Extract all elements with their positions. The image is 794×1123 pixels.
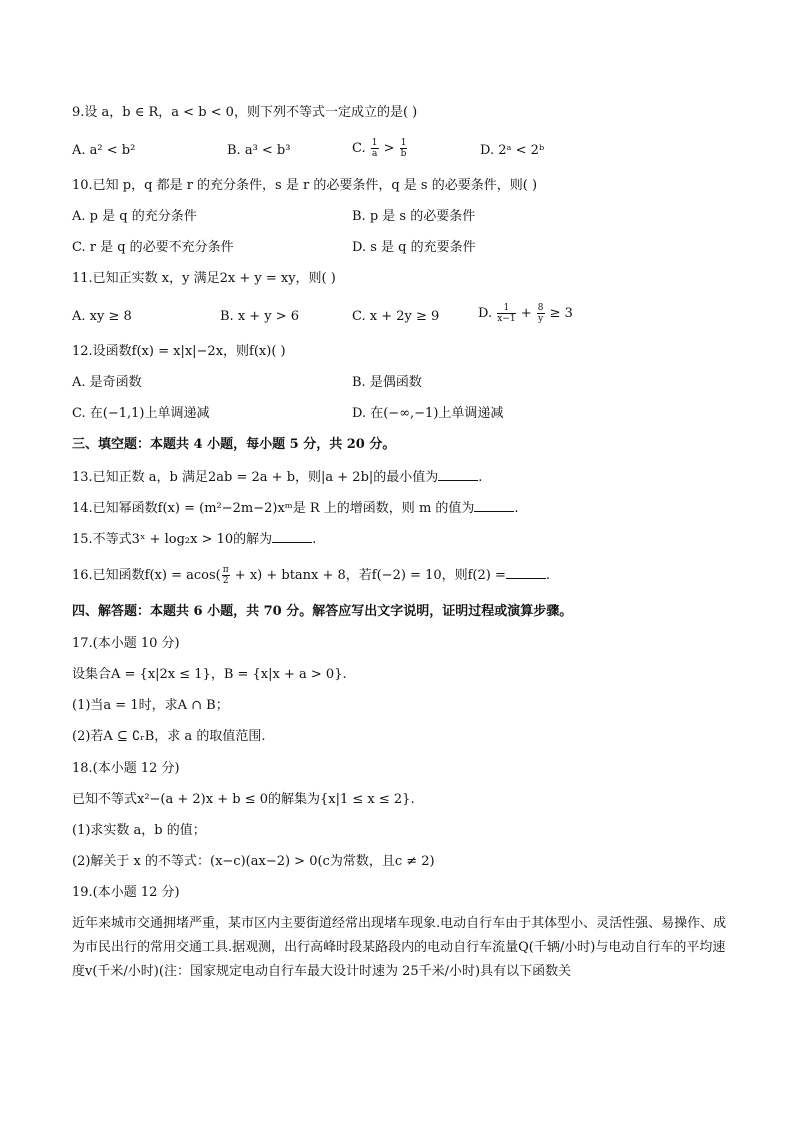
q12-option-c: C. 在(−1,1)上单调递减	[72, 406, 210, 421]
q12-stem: 12.设函数f(x) = x|x|−2x，则f(x)( )	[72, 344, 286, 359]
q10-option-b: B. p 是 s 的必要条件	[352, 209, 476, 224]
q18-part2: (2)解关于 x 的不等式：(x−c)(ax−2) > 0(c为常数，且c ≠ 2)	[72, 854, 435, 869]
q11-stem: 11.已知正实数 x，y 满足2x + y = xy，则( )	[72, 271, 336, 286]
q10-option-c: C. r 是 q 的必要不充分条件	[72, 240, 234, 255]
fraction: $\frac{1}{a}$	[371, 138, 378, 159]
q18-part1: (1)求实数 a，b 的值；	[72, 823, 206, 838]
q11-option-d: D. $\frac{1}{x-1}$ + $\frac{8}{y}$ ≥ 3	[478, 303, 573, 324]
q11-option-c: C. x + 2y ≥ 9	[352, 309, 440, 324]
q9-stem: 9.设 a，b ∈ R，a < b < 0，则下列不等式一定成立的是( )	[72, 105, 418, 120]
q11-option-b: B. x + y > 6	[220, 309, 300, 324]
answer-blank	[438, 468, 478, 481]
q17-line1: 设集合A = {x|2x ≤ 1}，B = {x|x + a > 0}.	[72, 667, 347, 682]
q15: 15.不等式3ˣ + log₂x > 10的解为 .	[72, 532, 317, 547]
fraction: $\frac{1}{b}$	[400, 138, 407, 159]
q10-option-a: A. p 是 q 的充分条件	[72, 209, 197, 224]
q16: 16.已知函数f(x) = acos( $\frac{\pi}{2}$ + x) + btanx + 8，若f(−2) = 10，则f(2) = .	[72, 565, 551, 586]
q10-stem: 10.已知 p，q 都是 r 的充分条件，s 是 r 的必要条件，q 是 s 的必要条件，则( )	[72, 178, 538, 193]
q12-option-b: B. 是偶函数	[352, 375, 422, 390]
q17-part2: (2)若A ⊆ ∁ᵣB，求 a 的取值范围.	[72, 729, 266, 744]
q11-option-a: A. xy ≥ 8	[72, 309, 132, 324]
answer-blank	[506, 566, 546, 579]
q17-part1: (1)当a = 1时，求A ∩ B；	[72, 698, 229, 713]
q18-line1: 已知不等式x²−(a + 2)x + b ≤ 0的解集为{x|1 ≤ x ≤ 2}.	[72, 792, 415, 807]
q17-title: 17.(本小题 10 分)	[72, 636, 180, 651]
q9-option-b: B. a³ < b³	[227, 143, 291, 158]
fraction: $\frac{1}{x-1}$	[497, 303, 516, 324]
answer-blank	[272, 530, 312, 543]
section-heading-fill-blank: 三、填空题：本题共 4 小题，每小题 5 分，共 20 分。	[72, 437, 396, 452]
q18-title: 18.(本小题 12 分)	[72, 761, 180, 776]
q9-option-a: A. a² < b²	[72, 143, 136, 158]
q13: 13.已知正数 a，b 满足2ab = 2a + b，则|a + 2b|的最小值为 .	[72, 470, 483, 485]
q19-title: 19.(本小题 12 分)	[72, 885, 180, 900]
section-heading-solutions: 四、解答题：本题共 6 小题，共 70 分。解答应写出文字说明，证明过程或演算步骤。	[72, 604, 573, 619]
q19-paragraph: 近年来城市交通拥堵严重，某市区内主要街道经常出现堵车现象.电动自行车由于其体型小、灵活性强、易操作、成为市民出行的常用交通工具.据观测，出行高峰时段某路段内的电动自行车流量Q(千辆/小时)与电动自行车的平均速度v(千米/小时)(注：国家规定电动自行车最大设计时速为 25千米/小时)具有以下函数关	[72, 916, 727, 979]
q12-option-a: A. 是奇函数	[72, 375, 142, 390]
fraction: $\frac{8}{y}$	[537, 303, 544, 324]
q9-option-c: C. $\frac{1}{a}$ > $\frac{1}{b}$	[352, 138, 407, 159]
q10-option-d: D. s 是 q 的充要条件	[352, 240, 476, 255]
q9-option-d: D. 2ᵃ < 2ᵇ	[480, 143, 545, 158]
q14: 14.已知幂函数f(x) = (m²−2m−2)xᵐ是 R 上的增函数，则 m 的值为 .	[72, 501, 519, 516]
fraction: $\frac{\pi}{2}$	[222, 565, 229, 586]
answer-blank	[474, 499, 514, 512]
q12-option-d: D. 在(−∞,−1)上单调递减	[352, 406, 504, 421]
